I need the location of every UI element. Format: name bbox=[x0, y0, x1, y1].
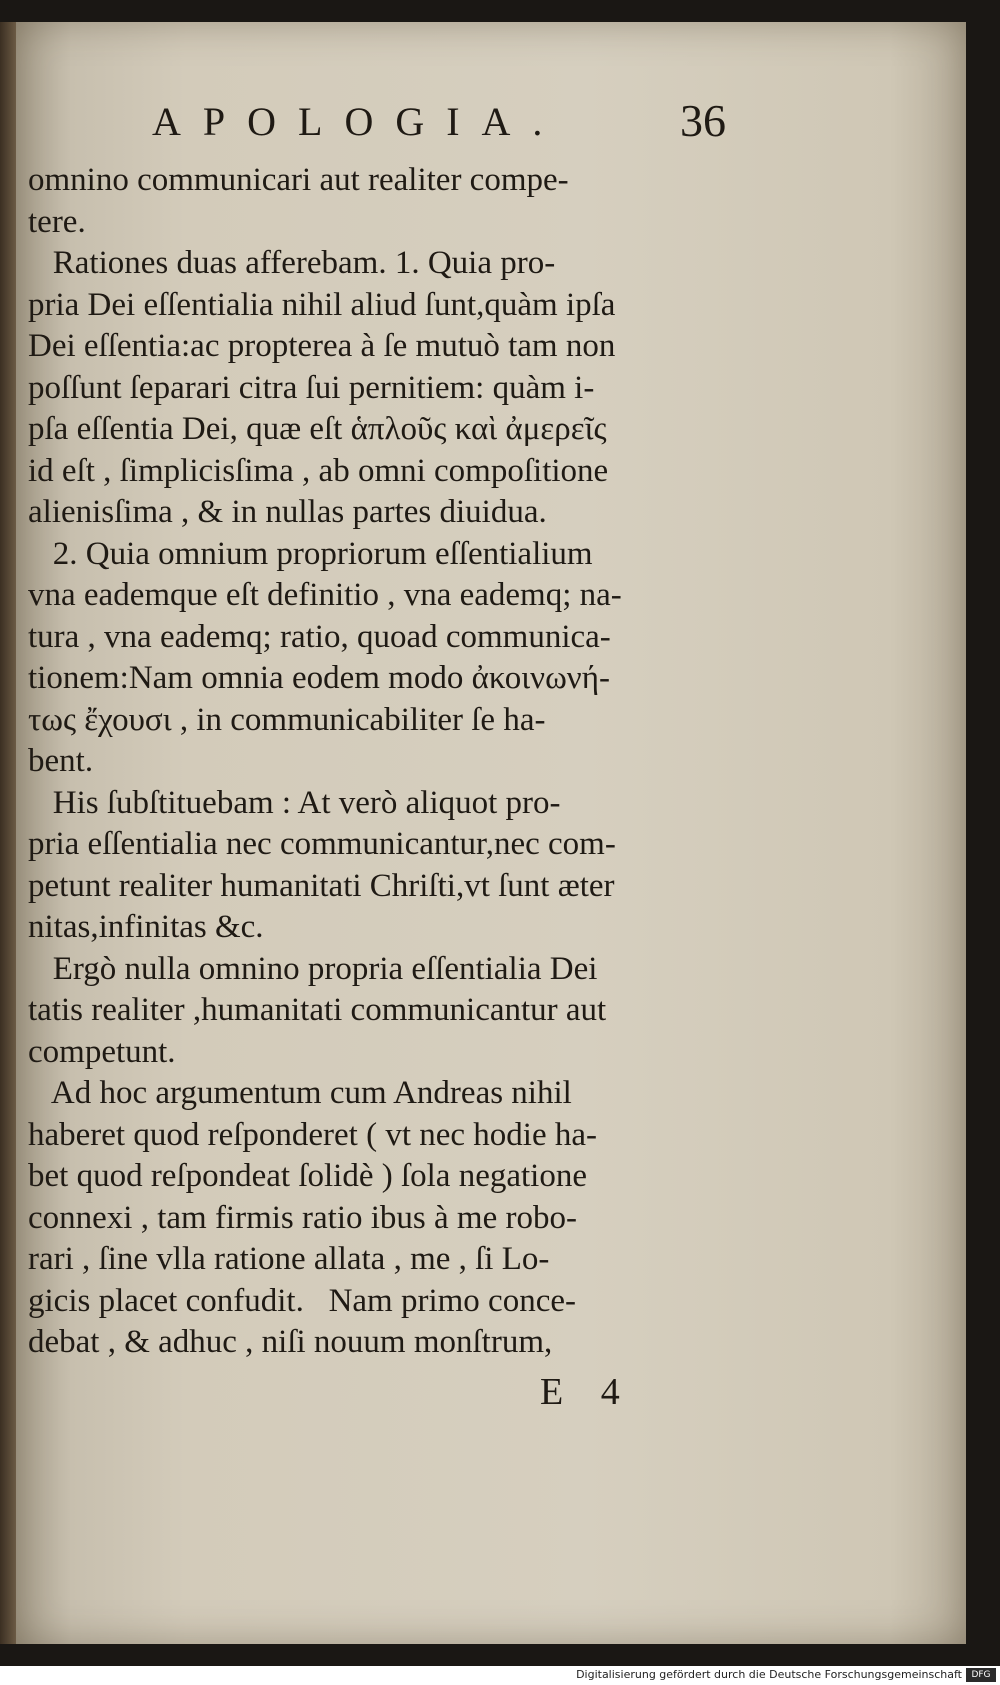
text-line: Ergò nulla omnino propria eſſentialia Dei bbox=[28, 950, 598, 987]
text-line: pſa eſſentia Dei, quæ eſt ἁπλοῦς καὶ ἀμερεῖς bbox=[28, 411, 607, 447]
text-line: omnino communicari aut realiter compe- bbox=[28, 162, 569, 198]
text-line: 2. Quia omnium propriorum eſſentialium bbox=[28, 535, 593, 572]
footer-credit: Digitalisierung gefördert durch die Deutsche Forschungsgemeinschaft bbox=[576, 1668, 962, 1681]
digitization-footer bbox=[0, 1666, 1000, 1685]
text-line: poſſunt ſeparari citra ſui pernitiem: quàm i- bbox=[28, 369, 595, 406]
text-line: bet quod reſpondeat ſolidè ) ſola negatione bbox=[28, 1158, 587, 1194]
text-line: nitas,infinitas &c. bbox=[28, 909, 264, 945]
text-line: rari , ſine vlla ratione allata , me , ſi Lo- bbox=[28, 1241, 550, 1277]
text-line: gicis placet confudit. Nam primo conce- bbox=[28, 1282, 576, 1319]
text-line: pria Dei eſſentialia nihil aliud ſunt,quàm ipſa bbox=[28, 286, 616, 323]
text-line: bent. bbox=[28, 743, 94, 779]
text-line: Dei eſſentia:ac propterea à ſe mutuò tam non bbox=[28, 328, 616, 364]
page-number: 36 bbox=[680, 95, 726, 146]
text-line: petunt realiter humanitati Chriſti,vt ſunt æter bbox=[28, 867, 615, 904]
running-head: APOLOGIA. bbox=[152, 99, 565, 144]
text-line: Ad hoc argumentum cum Andreas nihil bbox=[28, 1075, 572, 1111]
text-line: competunt. bbox=[28, 1033, 176, 1070]
text-line: Rationes duas afferebam. 1. Quia pro- bbox=[28, 245, 556, 281]
text-line: vna eademque eſt definitio , vna eademq; na- bbox=[28, 577, 622, 613]
text-line: tere. bbox=[28, 203, 86, 240]
text-line: τως ἔχουσι , in communicabiliter ſe ha- bbox=[28, 701, 546, 738]
page-binding-edge bbox=[0, 22, 16, 1644]
body-text bbox=[28, 160, 728, 1364]
dfg-logo-icon: DFG bbox=[966, 1668, 996, 1682]
text-line: id eſt , ſimplicisſima , ab omni compoſitione bbox=[28, 452, 609, 489]
text-line: His ſubſtituebam : At verò aliquot pro- bbox=[28, 784, 561, 821]
text-line: connexi , tam firmis ratio ibus à me robo- bbox=[28, 1199, 577, 1236]
text-line: alienisſima , & in nullas partes diuidua. bbox=[28, 494, 547, 530]
text-line: debat , & adhuc , niſi nouum monſtrum, bbox=[28, 1324, 553, 1360]
text-line: pria eſſentialia nec communicantur,nec com- bbox=[28, 826, 616, 862]
signature-mark: E 4 bbox=[540, 1371, 634, 1413]
text-line: tionem:Nam omnia eodem modo ἀκοινωνή- bbox=[28, 660, 610, 696]
text-line: tura , vna eademq; ratio, quoad communica- bbox=[28, 618, 611, 655]
text-line: haberet quod reſponderet ( vt nec hodie ha- bbox=[28, 1116, 598, 1153]
text-line: tatis realiter ,humanitati communicantur aut bbox=[28, 992, 607, 1028]
